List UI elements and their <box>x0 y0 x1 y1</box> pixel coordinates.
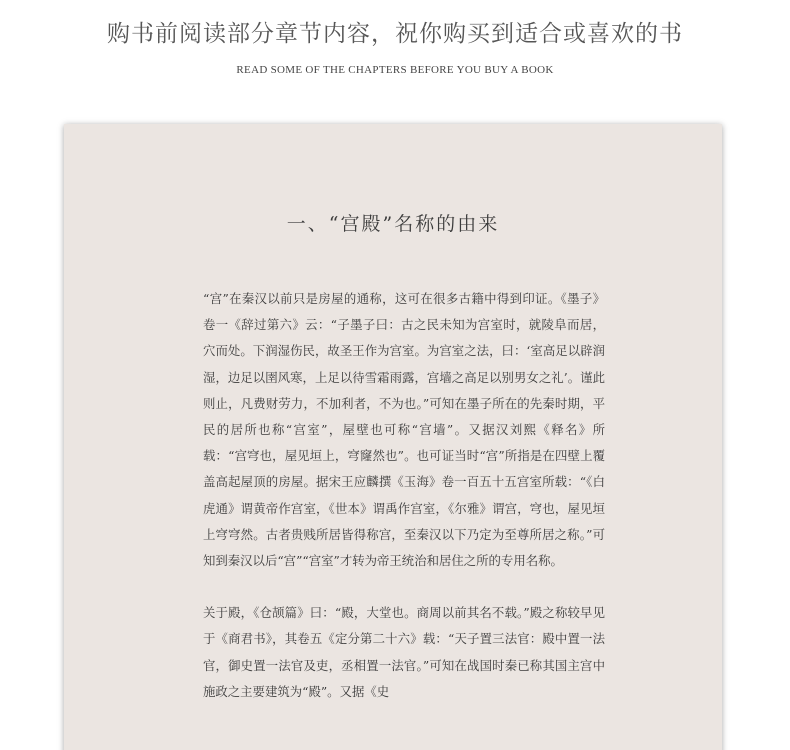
paragraph: “宫”在秦汉以前只是房屋的通称，这可在很多古籍中得到印证。《墨子》卷一《辞过第六》云：“子墨子曰：古之民未知为宫室时，就陵阜而居，穴而处。下润湿伤民，故圣王作为宫室。为宫室之法，曰：‘室高足以辟润湿，边足以圉风寒，上足以待雪霜雨露，宫墙之高足以别男女之礼’。谨此则止，凡费财劳力，不加利者，不为也。”可知在墨子所在的先秦时期，平民的居所也称“宫室”，屋壁也可称“宫墙”。又据汉刘熙《释名》所载：“宫穹也，屋见垣上，穹窿然也”。也可证当时“宫”所指是在四壁上覆盖高起屋顶的房屋。据宋王应麟撰《玉海》卷一百五十五宫室所载：“《白虎通》谓黄帝作宫室，《世本》谓禹作宫室，《尔雅》谓宫，穹也，屋见垣上穹穹然。古者贵贱所居皆得称宫，至秦汉以下乃定为至尊所居之称。”可知到秦汉以后“宫”“宫室”才转为帝王统治和居住之所的专用名称。 <box>203 291 605 569</box>
book-page-preview <box>64 124 722 750</box>
header-subtitle: READ SOME OF THE CHAPTERS BEFORE YOU BUY A BOOK <box>236 64 554 76</box>
chapter-body <box>203 286 605 731</box>
chapter-title: 一、“宫殿”名称的由来 <box>286 213 500 235</box>
paragraph: 关于殿，《仓颉篇》曰：“殿，大堂也。商周以前其名不载。”殿之称较早见于《商君书》，其卷五《定分第二十六》载：“天子置三法官：殿中置一法官，御史置一法官及吏，丞相置一法官。”可知在战国时秦已称其国主宫中施政之主要建筑为“殿”。又据《史 <box>203 605 605 699</box>
header-title: 购书前阅读部分章节内容，祝你购买到适合或喜欢的书 <box>107 21 683 47</box>
